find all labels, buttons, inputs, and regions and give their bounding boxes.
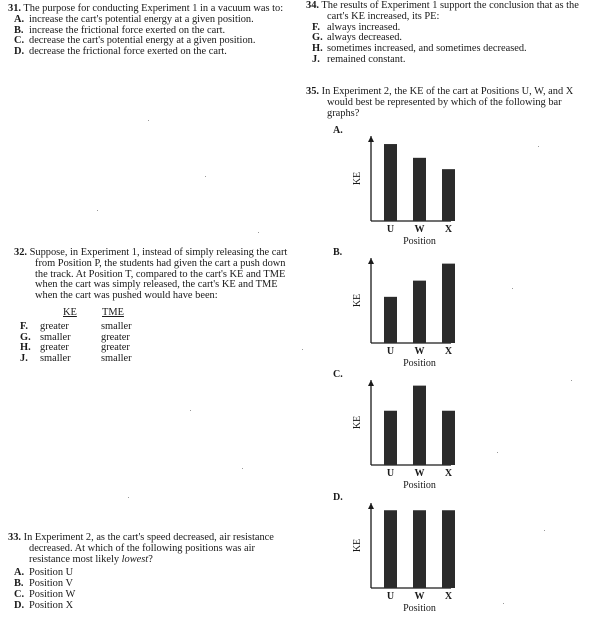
speckle [571, 380, 572, 381]
question-35-text: In Experiment 2, the KE of the cart at Positions U, W, and X would best be represented by which of the following bar graphs? [321, 86, 574, 119]
answer-option[interactable] [14, 322, 214, 333]
speckle [205, 176, 206, 177]
question-34 [306, 1, 582, 66]
option-ke: greater [40, 320, 69, 332]
option-letter: B. [14, 578, 24, 590]
question-34-text: The results of Experiment 1 support the conclusion that as the cart's KE increased, its PE: [321, 0, 579, 22]
question-34-options [306, 23, 582, 66]
x-axis-label: Position [403, 236, 436, 247]
answer-option[interactable] [306, 55, 582, 66]
bar-graph-option-a[interactable] [333, 126, 463, 248]
option-letter: A. [14, 13, 25, 25]
question-33-emphasis: lowest [121, 553, 149, 565]
speckle [258, 232, 259, 233]
option-letter: C. [14, 588, 25, 600]
x-tick-label: U [386, 346, 395, 357]
y-axis-label: KE [352, 171, 363, 186]
option-ke: smaller [40, 352, 71, 364]
speckle [97, 210, 98, 211]
option-ke: greater [40, 342, 69, 354]
speckle [497, 452, 498, 453]
question-31-text: The purpose for conducting Experiment 1 in a vacuum was to: [23, 3, 284, 14]
bar [442, 411, 455, 465]
x-tick-label: W [414, 224, 425, 235]
question-32-text: Suppose, in Experiment 1, instead of simply releasing the cart from Position P, the students had given the cart a push down the track. At Position T, compared to the cart's KE and TME when the cart was simply released, the cart's KE and TME when the cart was pushed would have been: [29, 247, 288, 302]
y-axis-arrow [368, 503, 374, 509]
option-letter: H. [20, 342, 31, 354]
y-axis-arrow [368, 258, 374, 264]
answer-option[interactable] [14, 354, 214, 365]
question-34-number: 34. [306, 0, 319, 11]
question-31-options [8, 15, 284, 58]
question-33-number: 33. [8, 532, 21, 543]
question-31 [8, 4, 284, 58]
y-axis-label: KE [352, 415, 363, 430]
option-text: always decreased. [327, 32, 403, 44]
option-text: Position W [29, 588, 76, 600]
bar [413, 510, 426, 588]
answer-option[interactable] [8, 47, 284, 58]
bar [442, 264, 455, 343]
x-tick-label: W [414, 468, 425, 479]
answer-option[interactable] [8, 601, 290, 612]
bar-graph-option-c[interactable] [333, 370, 463, 494]
option-ke: smaller [40, 331, 71, 343]
bar-graph-option-b[interactable] [333, 248, 463, 370]
y-axis-arrow [368, 380, 374, 386]
graph-option-letter: B. [333, 247, 343, 258]
option-text: Position X [29, 599, 74, 611]
bar [384, 144, 397, 221]
y-axis-label: KE [352, 538, 363, 553]
question-35-number: 35. [306, 86, 319, 97]
bar [384, 297, 397, 343]
question-33-text-end: ? [148, 553, 153, 565]
graph-option-letter: C. [333, 369, 343, 380]
option-text: Position V [29, 578, 73, 590]
bar [384, 411, 397, 465]
x-tick-label: X [444, 468, 453, 479]
column-header-tme: TME [102, 306, 124, 318]
speckle [538, 146, 539, 147]
x-axis-label: Position [403, 480, 436, 491]
option-text: sometimes increased, and sometimes decreased. [327, 43, 527, 55]
option-letter: F. [20, 320, 28, 332]
option-letter: G. [312, 32, 323, 44]
option-tme: greater [101, 331, 130, 343]
x-tick-label: X [444, 346, 453, 357]
option-letter: D. [14, 46, 25, 58]
option-letter: D. [14, 599, 25, 611]
x-tick-label: U [386, 468, 395, 479]
x-tick-label: W [414, 346, 425, 357]
x-tick-label: X [444, 224, 453, 235]
table-header [14, 308, 214, 322]
question-33 [8, 533, 290, 612]
question-31-number: 31. [8, 3, 21, 14]
bar [413, 386, 426, 465]
option-letter: G. [20, 331, 31, 343]
speckle [128, 497, 129, 498]
option-text: increase the frictional force exerted on the cart. [29, 24, 226, 36]
option-letter: F. [312, 21, 320, 33]
question-35-stem [306, 87, 582, 119]
speckle [544, 530, 545, 531]
option-tme: smaller [101, 352, 132, 364]
speckle [302, 349, 303, 350]
question-32 [14, 248, 290, 366]
bar [384, 510, 397, 588]
graph-option-letter: D. [333, 492, 343, 503]
option-letter: J. [312, 53, 320, 65]
bar [413, 158, 426, 221]
option-letter: C. [14, 35, 25, 47]
speckle [190, 410, 191, 411]
option-text: always increased. [327, 21, 401, 33]
x-tick-label: U [386, 224, 395, 235]
column-header-ke: KE [63, 306, 77, 318]
y-axis-arrow [368, 136, 374, 142]
x-tick-label: W [414, 591, 425, 602]
option-text: remained constant. [327, 53, 406, 65]
question-32-stem [14, 248, 290, 302]
bar-chart [333, 126, 463, 248]
option-text: decrease the frictional force exerted on the cart. [29, 46, 227, 58]
bar-graph-option-d[interactable] [333, 493, 463, 615]
speckle [503, 603, 504, 604]
y-axis-label: KE [352, 293, 363, 308]
graph-option-letter: A. [333, 125, 343, 136]
question-32-number: 32. [14, 247, 27, 258]
option-text: Position U [29, 567, 74, 579]
option-text: decrease the cart's potential energy at a given position. [29, 35, 256, 47]
x-tick-label: U [386, 591, 395, 602]
bar-chart [333, 493, 463, 615]
x-axis-label: Position [403, 603, 436, 614]
option-letter: H. [312, 43, 323, 55]
option-tme: smaller [101, 320, 132, 332]
bar [442, 510, 455, 588]
bar [413, 281, 426, 343]
question-35 [306, 87, 582, 119]
option-text: increase the cart's potential energy at a given position. [29, 13, 254, 25]
x-axis-label: Position [403, 358, 436, 369]
x-tick-label: X [444, 591, 453, 602]
speckle [242, 468, 243, 469]
option-letter: A. [14, 567, 25, 579]
question-33-stem [8, 533, 290, 565]
ke-tme-table [14, 308, 290, 366]
question-33-options [8, 568, 290, 611]
option-letter: J. [20, 352, 28, 364]
bar-chart [333, 248, 463, 370]
bar-chart [333, 370, 463, 492]
option-letter: B. [14, 24, 24, 36]
question-33-text: In Experiment 2, as the cart's speed decreased, air resistance decreased. At which of the following positions was air resistance most likely [23, 532, 274, 565]
bar [442, 169, 455, 221]
option-tme: greater [101, 342, 130, 354]
question-34-stem [306, 1, 582, 23]
speckle [512, 288, 513, 289]
speckle [148, 120, 149, 121]
